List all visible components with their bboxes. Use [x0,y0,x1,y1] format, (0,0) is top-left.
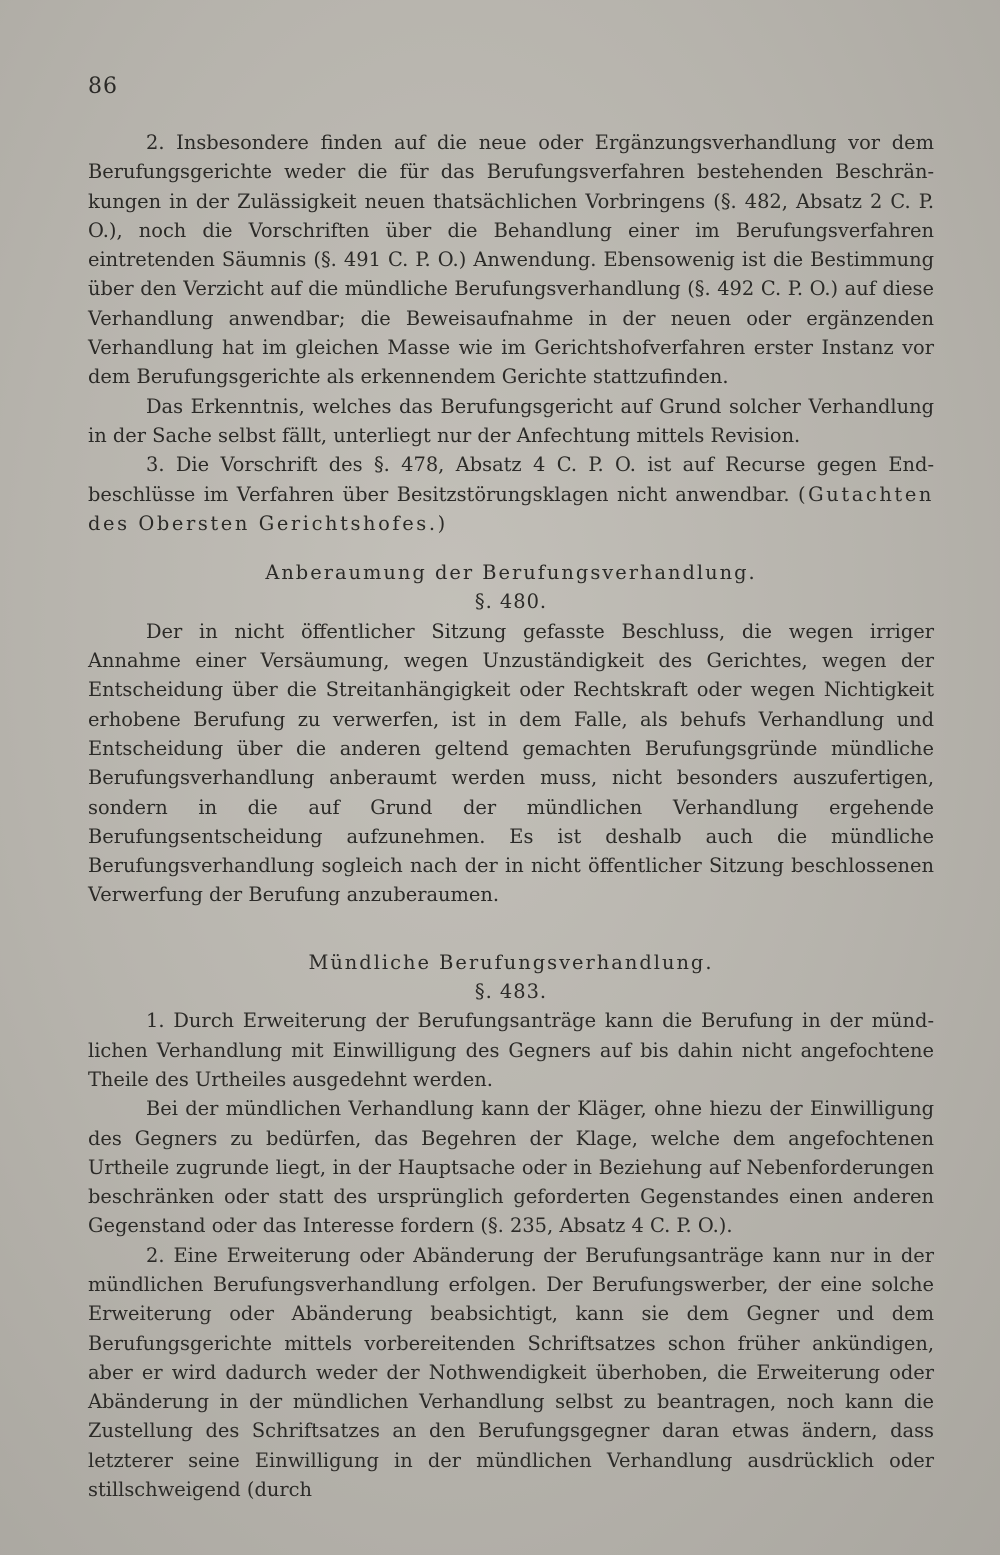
body-text [88,128,934,1504]
paragraph: Bei der mündlichen Verhandlung kann der Kläger, ohne hiezu der Einwilligung des Gegners zu bedürfen, das Begehren der Klage, welche dem angefochtenen Urtheile zugrunde liegt, in der Hauptsache oder in Beziehung auf Nebenforderungen beschränken oder statt des ursprünglich geforderten Gegenstandes einen anderen Gegenstand oder das Interesse fordern (§. 235, Absatz 4 C. P. O.). [88,1097,934,1238]
paragraph-text: 3. Die Vorschrift des §. 478, Absatz 4 C. P. O. ist auf Recurse gegen Endbeschlüsse im Verfahren über Besitzstörungsklagen nicht anwendbar. [88,453,934,506]
spacer [88,910,934,948]
section-number: §. 483. [474,980,548,1004]
paragraph: Der in nicht öffentlicher Sitzung gefasste Beschluss, die wegen irriger Annahme einer Versäumung, wegen Unzuständigkeit des Gerichtes, wegen der Entscheidung über die Streitanhängigkeit oder Rechtskraft oder wegen Nichtigkeit erhobene Berufung zu verwerfen, ist in dem Falle, als behufs Verhandlung und Entscheidung über die anderen geltend gemachten Berufungsgründe mündliche Berufungsverhandlung anberaumt werden muss, nicht besonders auszufertigen, sondern in die auf Grund der mündlichen Verhandlung ergehende Berufungsentscheidung aufzunehmen. Es ist deshalb auch die mündliche Berufungsverhandlung sogleich nach der in nicht öffentlicher Sitzung beschlossenen Verwerfung der Berufung anzuberaumen. [88,619,934,907]
section-number: §. 480. [474,590,548,614]
page-number: 86 [88,74,118,99]
paragraph: 2. Eine Erweiterung oder Abänderung der Berufungsanträge kann nur in der mündlichen Berufungsverhandlung erfolgen. Der Berufungswerber, der eine solche Erweiterung oder Abänderung beabsichtigt, kann sie dem Gegner und dem Berufungsgerichte mittels vorbereitenden Schriftsatzes schon früher ankündigen, aber er wird dadurch weder der Nothwendigkeit überhoben, die Erweiterung oder Abänderung in der mündlichen Verhandlung selbst zu beantragen, noch kann die Zustellung des Schriftsatzes an den Berufungsgegner daran etwas ändern, dass letzterer seine Einwilligung in der mündlichen Verhandlung ausdrücklich oder stillschweigend (durch [88,1243,934,1502]
source-citation: (Gutachten des Obersten Gerichtshofes.) [88,482,934,535]
paragraph: 1. Durch Erweiterung der Berufungsanträge kann die Berufung in der mündlichen Verhandlung mit Einwilligung des Gegners auf bis dahin nicht angefochtene Theile des Urtheiles ausgedehnt werden. [88,1009,934,1091]
paragraph: 2. Insbesondere finden auf die neue oder Ergänzungsverhandlung vor dem Berufungsgerichte weder die für das Berufungsverfahren bestehenden Beschränkungen in der Zulässigkeit neuen thatsächlichen Vorbringens (§. 482, Absatz 2 C. P. O.), noch die Vorschriften über die Behandlung einer im Berufungsverfahren eintretenden Säumnis (§. 491 C. P. O.) Anwendung. Ebensowenig ist die Bestimmung über den Verzicht auf die mündliche Berufungsverhandlung (§. 492 C. P. O.) auf diese Verhandlung anwendbar; die Beweisaufnahme in der neuen oder ergänzenden Verhandlung hat im gleichen Masse wie im Gerichtshofverfahren erster Instanz vor dem Berufungsgerichte als erkennendem Gerichte stattzufinden. [88,131,934,389]
spacer [88,538,934,558]
section-heading: Mündliche Berufungsverhandlung. [308,950,714,974]
paragraph [88,450,934,538]
paragraph: Das Erkenntnis, welches das Berufungsgericht auf Grund solcher Verhandlung in der Sache selbst fällt, unterliegt nur der Anfechtung mittels Revision. [88,394,934,447]
section-heading: Anberaumung der Berufungsverhandlung. [265,561,757,585]
